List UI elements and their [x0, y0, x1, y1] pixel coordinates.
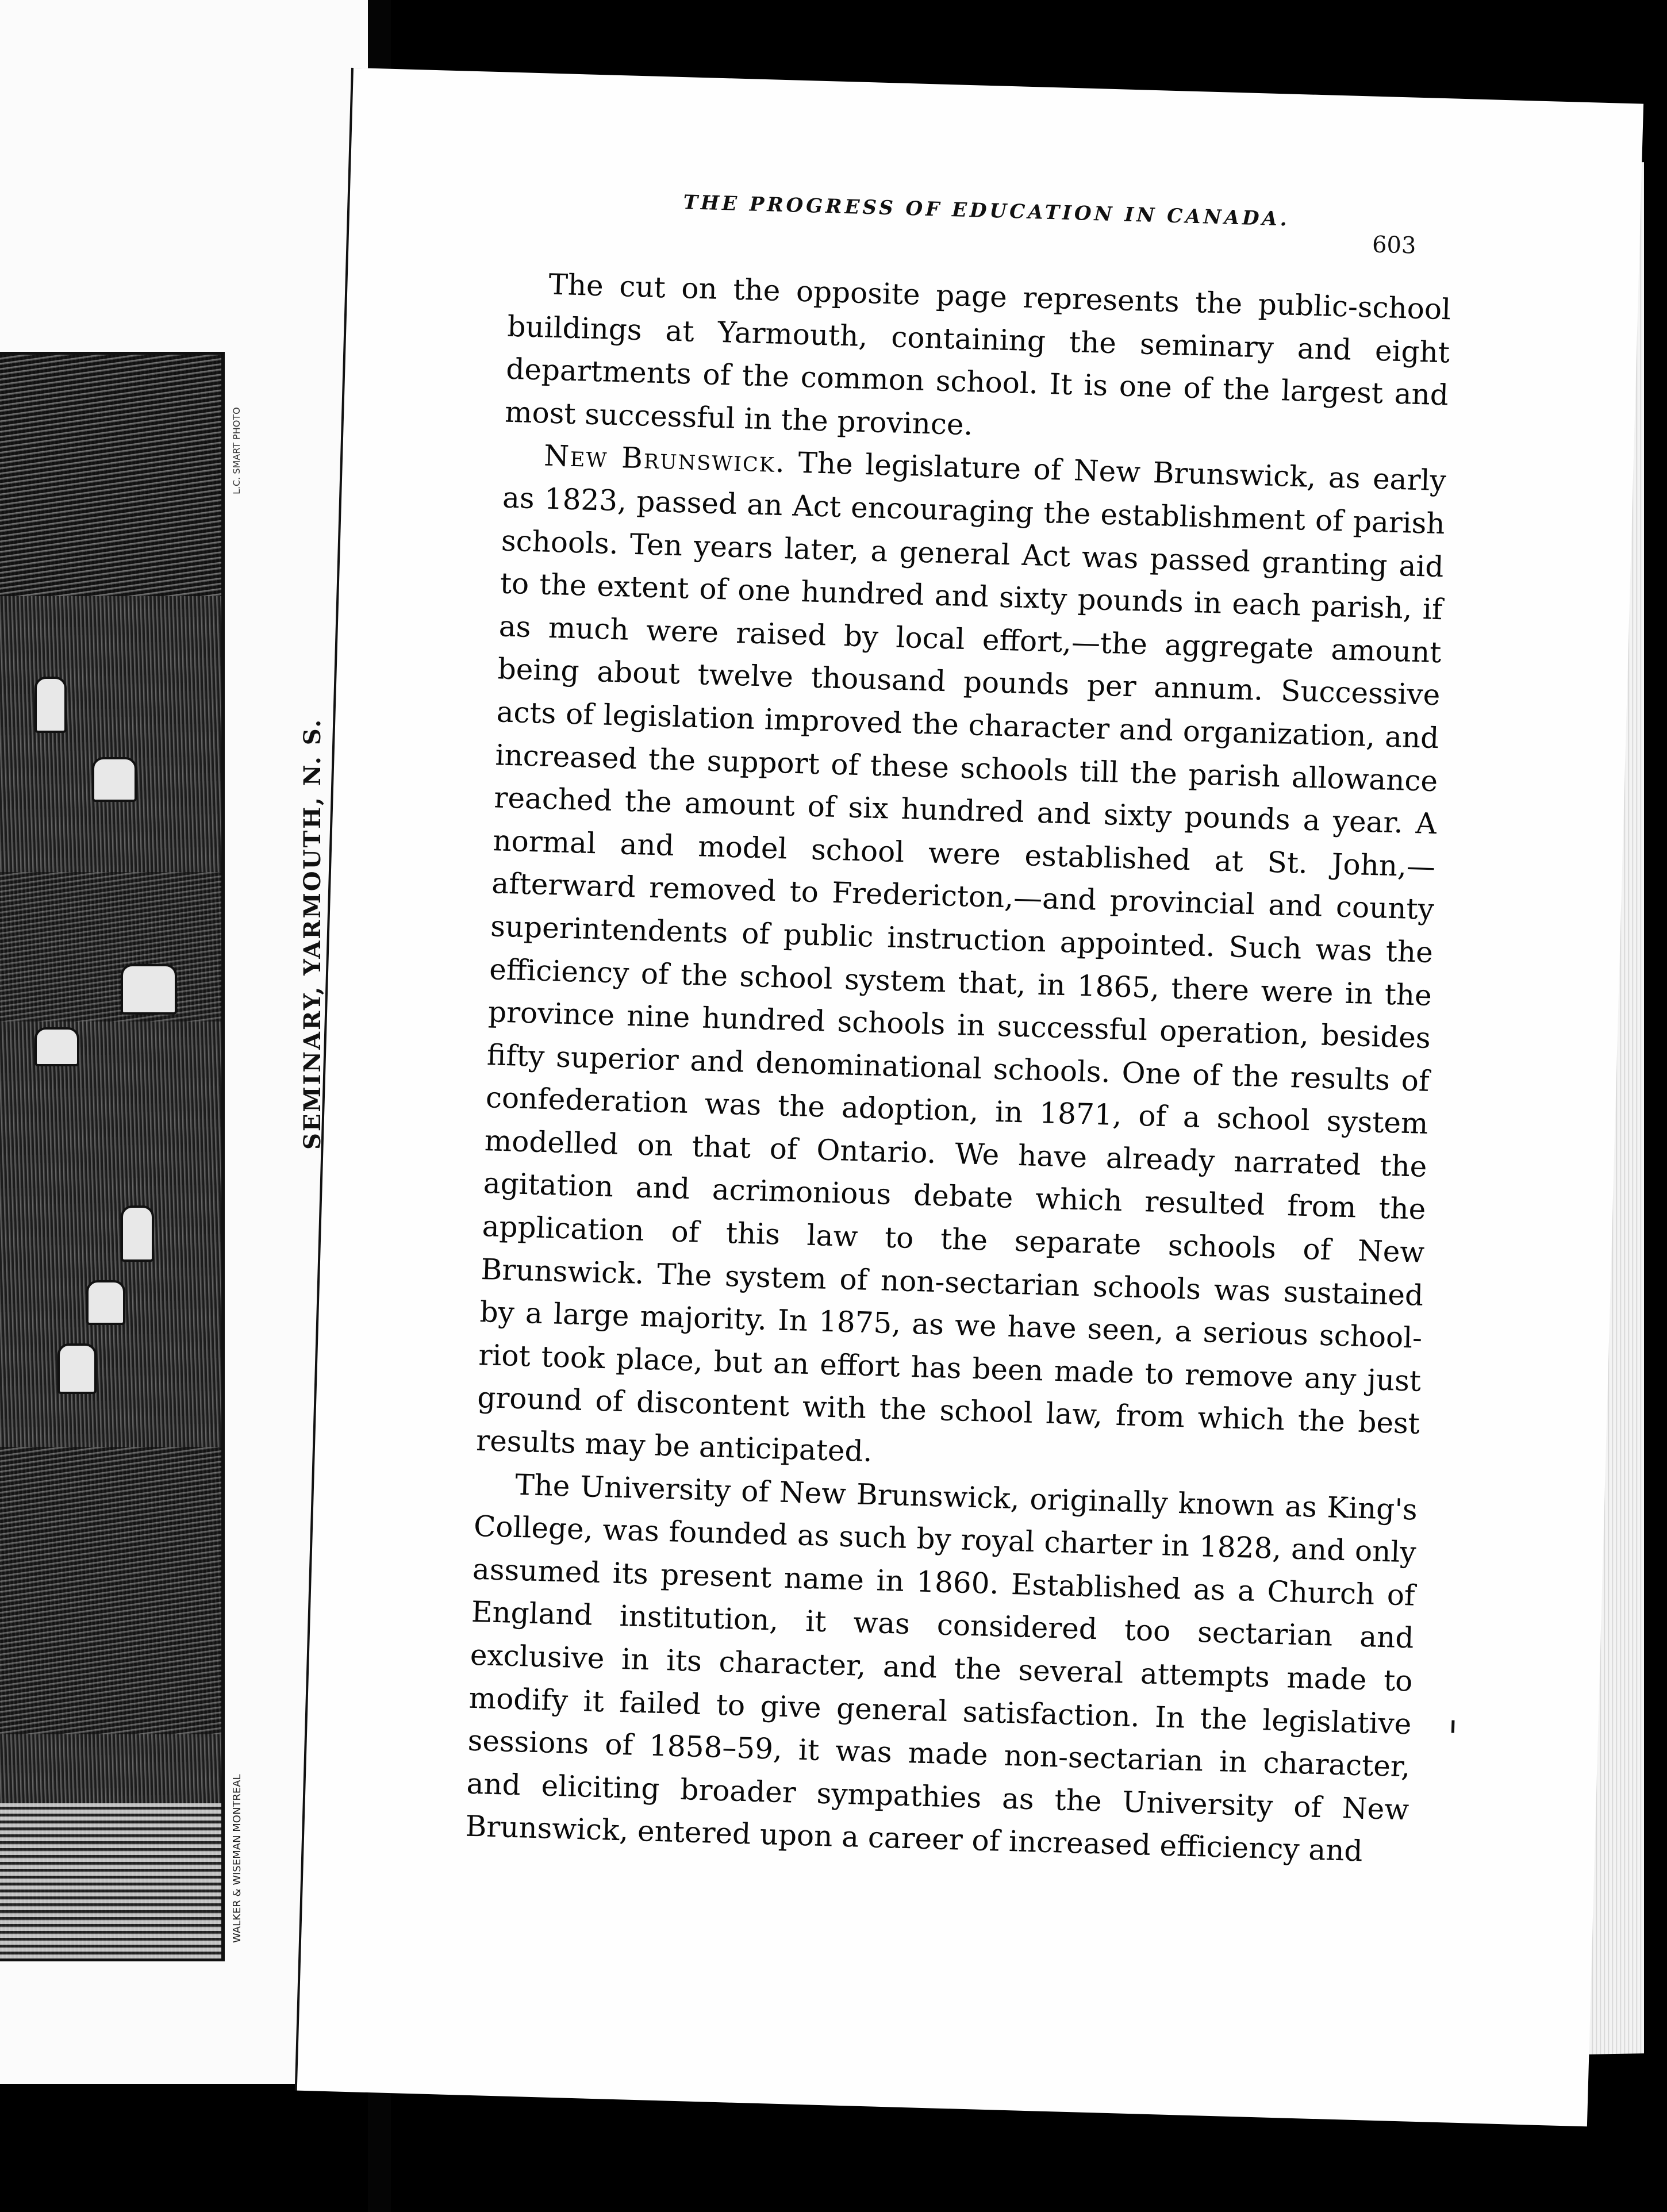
plate-caption: SEMINARY, YARMOUTH, N. S. — [299, 717, 326, 1150]
page-number: 603 — [1372, 231, 1417, 259]
scan-speck — [1451, 1720, 1455, 1733]
figure-illustration — [121, 964, 177, 1015]
engraver-credit: WALKER & WISEMAN MONTREAL — [231, 1774, 243, 1943]
paragraph — [475, 433, 1446, 1488]
paragraph: The cut on the opposite page represents the public-school buildings at Yarmouth, containing the seminary and eight departments of the common school. It is one of the largest and most successful in the province. — [504, 267, 1451, 442]
photo-credit: L.C. SMART PHOTO — [231, 407, 242, 494]
plate-shading — [0, 355, 221, 596]
figure-illustration — [121, 1205, 154, 1262]
figure-illustration — [57, 1343, 97, 1394]
figure-illustration — [34, 1027, 79, 1066]
body-text — [465, 262, 1451, 1875]
figure-illustration — [92, 757, 137, 802]
plate-fence — [0, 1803, 221, 1958]
running-head: THE PROGRESS OF EDUCATION IN CANADA. — [683, 191, 1290, 231]
paragraph: The University of New Brunswick, originally known as King's College, was founded as such by royal charter in 1828, and only assumed its present name in 1860. Established as a Church of England institution, it was considered too sectarian and exclusive in its character, and the several attempts made to modify it failed to give general satisfaction. In the legislative sessions of 1858–59, it was made non-sectarian in character, and eliciting broader sympathies as the University of New Brunswick, entered upon a career of increased efficiency and — [464, 1468, 1418, 1868]
plate-shading — [0, 872, 221, 1021]
paragraph-text: The legislature of New Brunswick, as early as 1823, passed an Act encouraging the establishment of parish schools. Ten years later, a general Act was passed granting aid to the extent of one hundred and sixty pounds in each parish, if as much were raised by local effort,—the aggregate amount being about twelve thousand pounds per annum. Successive acts of legislation improved the character and organization, and increased the support of these schools till the parish allowance reached the amount of six hundred and sixty pounds a year. A normal and model school were established at St. John,—afterward removed to Fredericton,—and provincial and county superintendents of public instruction appointed. Such was the efficiency of the school system that, in 1865, there were in the province nine hundred schools in successful operation, besides fifty superior and denominational schools. One of the results of confederation was the adoption, in 1871, of a school system modelled on that of Ontario. We have already narrated the agitation and acrimonious debate which resulted from the application of this law to the separate schools of New Brunswick. The system of non-sectarian schools was sustained by a large majority. In 1875, as we have seen, a serious school-riot took place, but an effort has been made to remove any just ground of discontent with the school law, from which the best results may be anticipated. — [475, 446, 1447, 1469]
engraving-plate — [0, 352, 225, 1961]
figure-illustration — [34, 677, 67, 733]
right-page — [297, 68, 1643, 2126]
figure-illustration — [86, 1280, 125, 1325]
plate-shading — [0, 1447, 221, 1734]
section-lead: New Brunswick. — [543, 439, 786, 479]
